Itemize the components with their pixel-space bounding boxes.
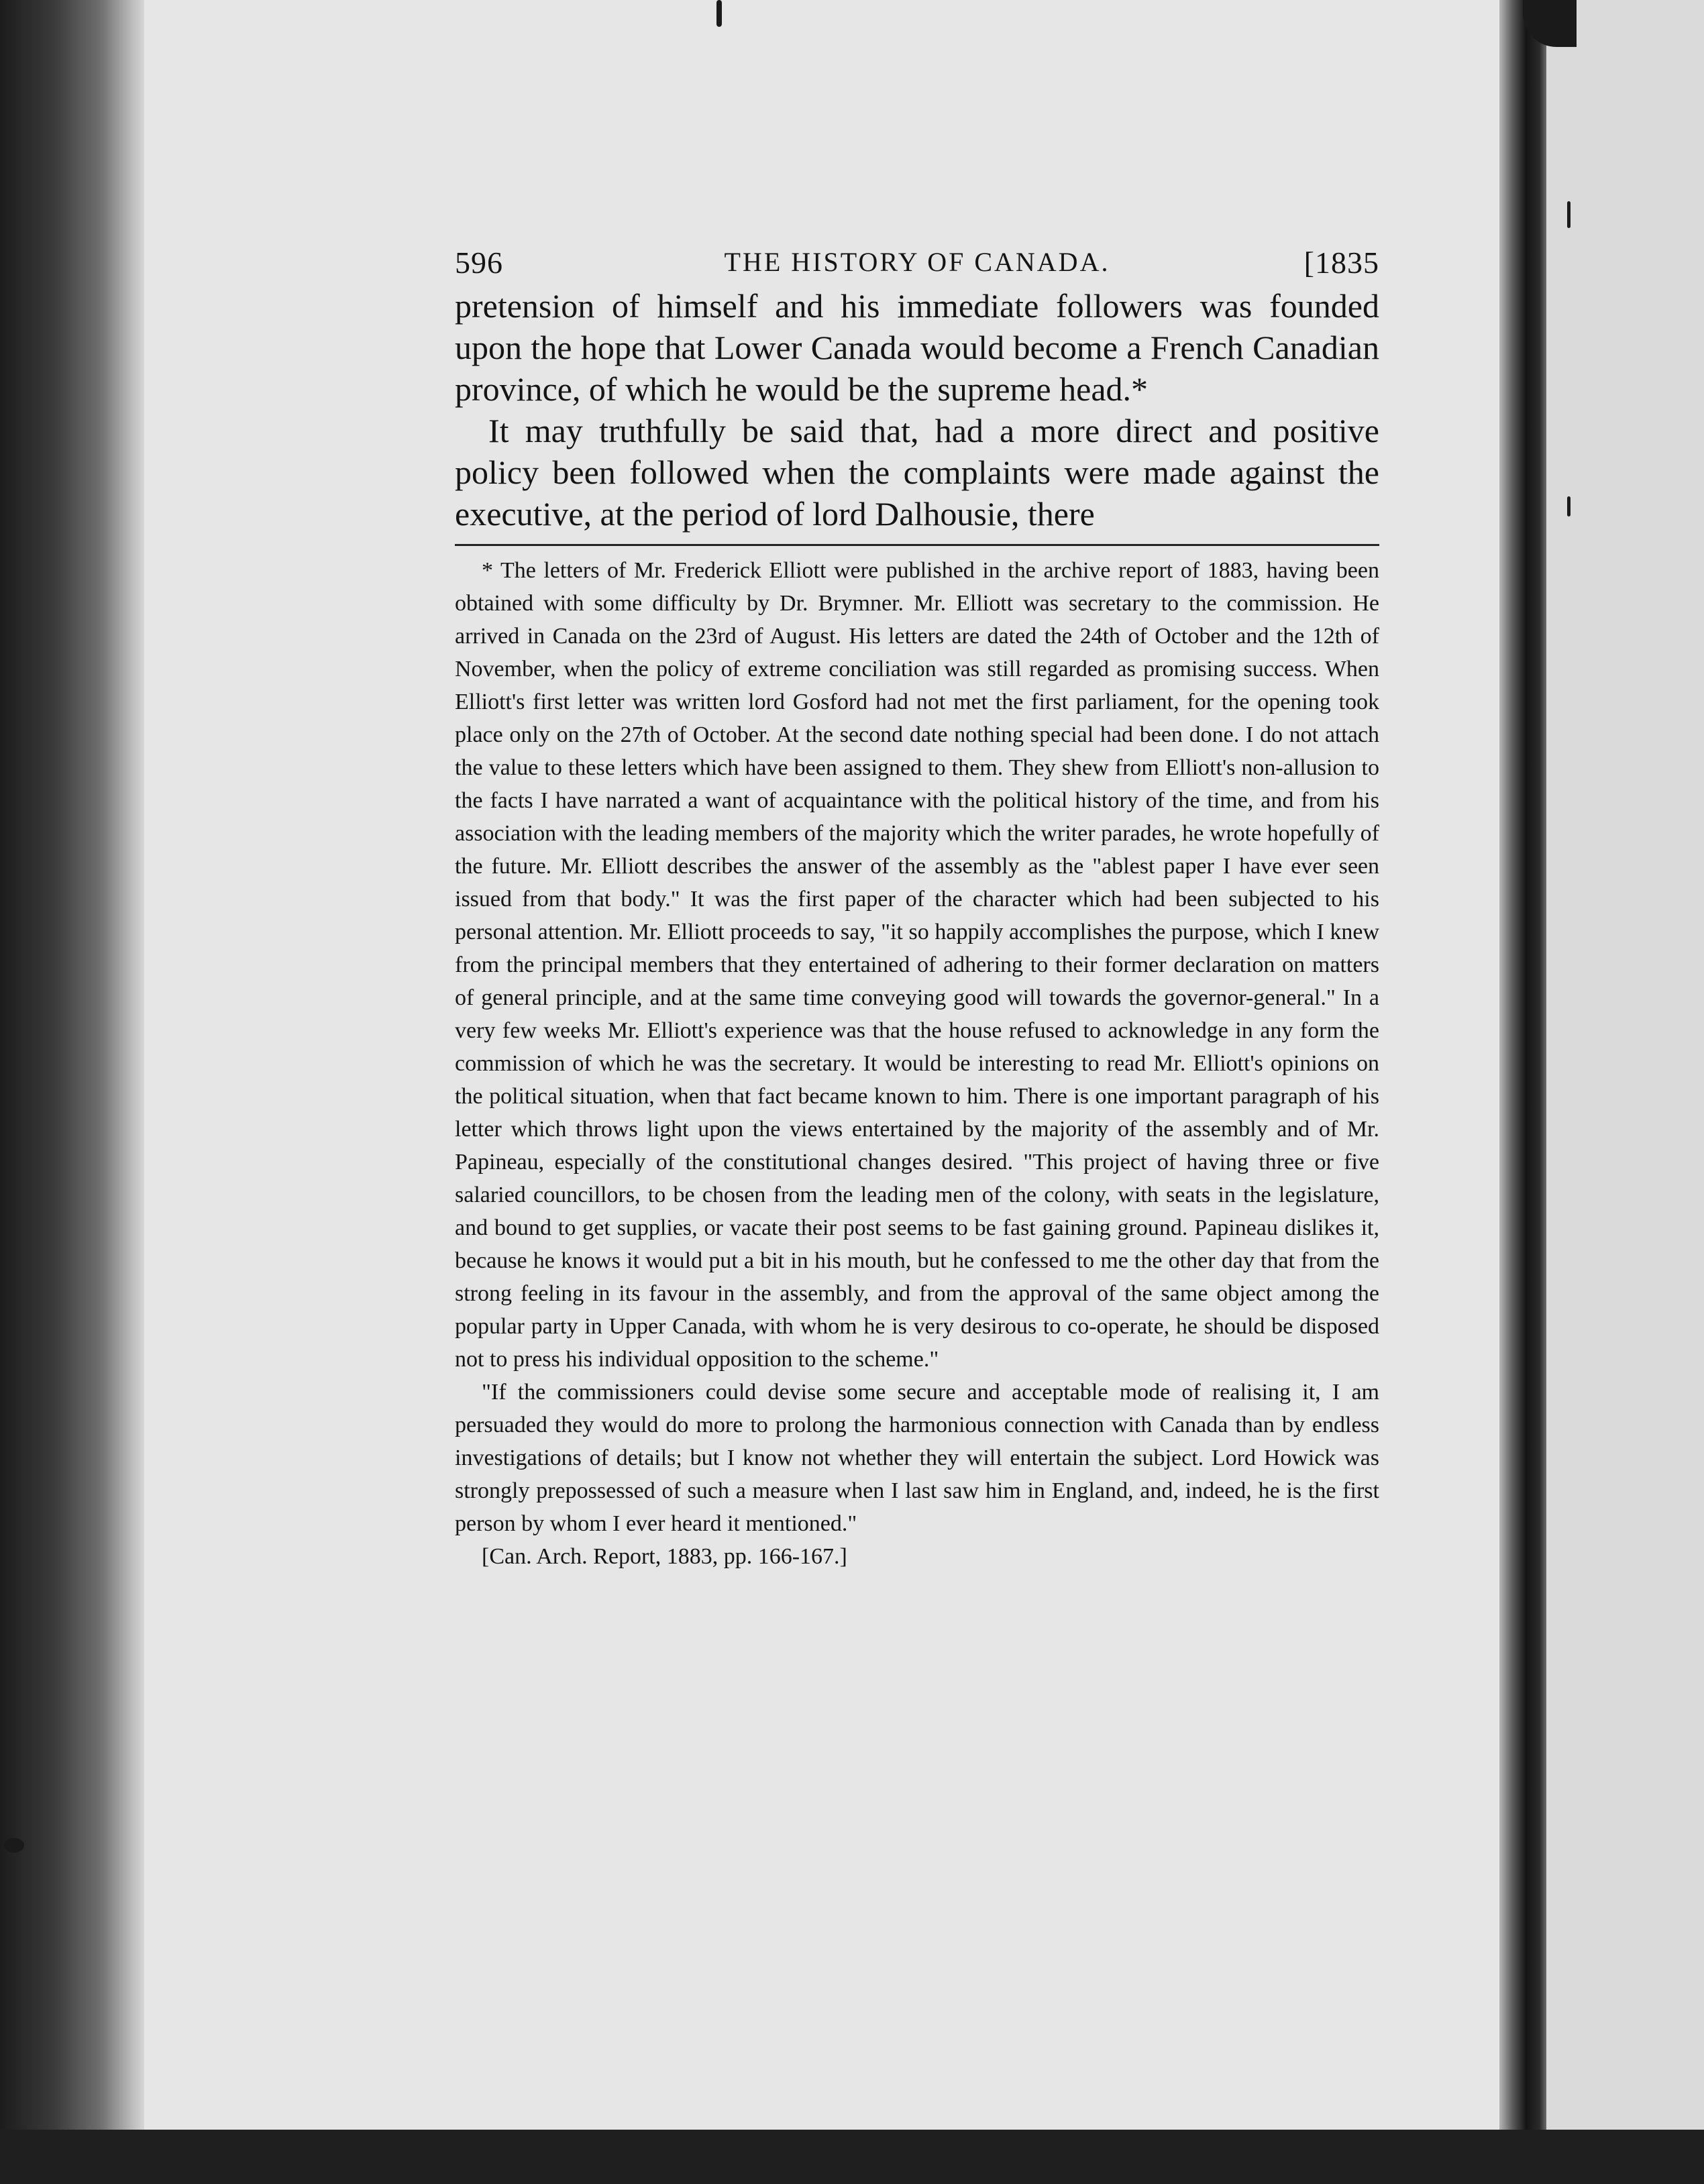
running-head: [455, 231, 1379, 285]
body-paragraph-2: It may truthfully be said that, had a more direct and positive policy been followed when the complaints were made against the executive, at the period of lord Dalhousie, there: [455, 412, 1379, 533]
facing-page-edge: [1546, 0, 1704, 2130]
body-paragraph-1: pretension of himself and his immediate followers was founded upon the hope that Lower Canada would become a French Canadian province, of which he would be the supreme head.*: [455, 287, 1379, 408]
footnote-paragraph-1: * The letters of Mr. Frederick Elliott were published in the archive report of 1883, having been obtained with some difficulty by Dr. Brymner. Mr. Elliott was secretary to the commission. He arrived in Canada on the 23rd of August. His letters are dated the 24th of October and the 12th of November, when the policy of extreme conciliation was still regarded as promising success. When Elliott's first letter was written lord Gosford had not met the first parliament, for the opening took place only on the 27th of October. At the second date nothing special had been done. I do not attach the value to these letters which have been assigned to them. They shew from Elliott's non-allusion to the facts I have narrated a want of acquaintance with the political history of the time, and from his association with the leading members of the majority which the writer parades, he wrote hopefully of the future. Mr. Elliott describes the answer of the assembly as the "ablest paper I have ever seen issued from that body." It was the first paper of the character which had been subjected to his personal attention. Mr. Elliott proceeds to say, "it so happily accomplishes the purpose, which I knew from the principal members that they entertained of adhering to their former declaration on matters of general principle, and at the same time conveying good will towards the governor-general." In a very few weeks Mr. Elliott's experience was that the house refused to acknowledge in any form the commission of which he was the secretary. It would be interesting to read Mr. Elliott's opinions on the political situation, when that fact became known to him. There is one important paragraph of his letter which throws light upon the views entertained by the majority of the assembly and of Mr. Papineau, especially of the constitutional changes desired. "This project of having three or five salaried councillors, to be chosen from the leading men of the colony, with seats in the legislature, and bound to get supplies, or vacate their post seems to be fast gaining ground. Papineau dislikes it, because he knows it would put a bit in his mouth, but he confessed to me the other day that from the strong feeling in its favour in the assembly, and from the approval of the same object among the popular party in Upper Canada, with whom he is very desirous to co-operate, he should be disposed not to press his individual opposition to the scheme.": [455, 558, 1379, 1372]
scan-speck: [4, 1838, 24, 1853]
page-content: [455, 231, 1379, 1573]
footnote-paragraph-2: "If the commissioners could devise some secure and acceptable mode of realising it, I am persuaded they would do more to prolong the harmonious connection with Canada than by endless investigations of details; but I know not whether they will entertain the subject. Lord Howick was strongly prepossessed of such a measure when I last saw him in England, and, indeed, he is the first person by whom I ever heard it mentioned.": [455, 1380, 1379, 1536]
footnote-citation: [Can. Arch. Report, 1883, pp. 166-167.]: [482, 1544, 847, 1569]
running-year: [1835: [1303, 245, 1379, 280]
footnote-divider: [455, 544, 1379, 546]
scan-speck: [716, 0, 722, 27]
page-number: 596: [455, 245, 503, 280]
scan-bottom-edge: [0, 2130, 1704, 2184]
scan-speck: [1567, 496, 1570, 516]
running-title: THE HISTORY OF CANADA.: [724, 247, 1110, 277]
scan-speck: [1567, 201, 1570, 228]
book-spine-shadow: [1499, 0, 1546, 2130]
